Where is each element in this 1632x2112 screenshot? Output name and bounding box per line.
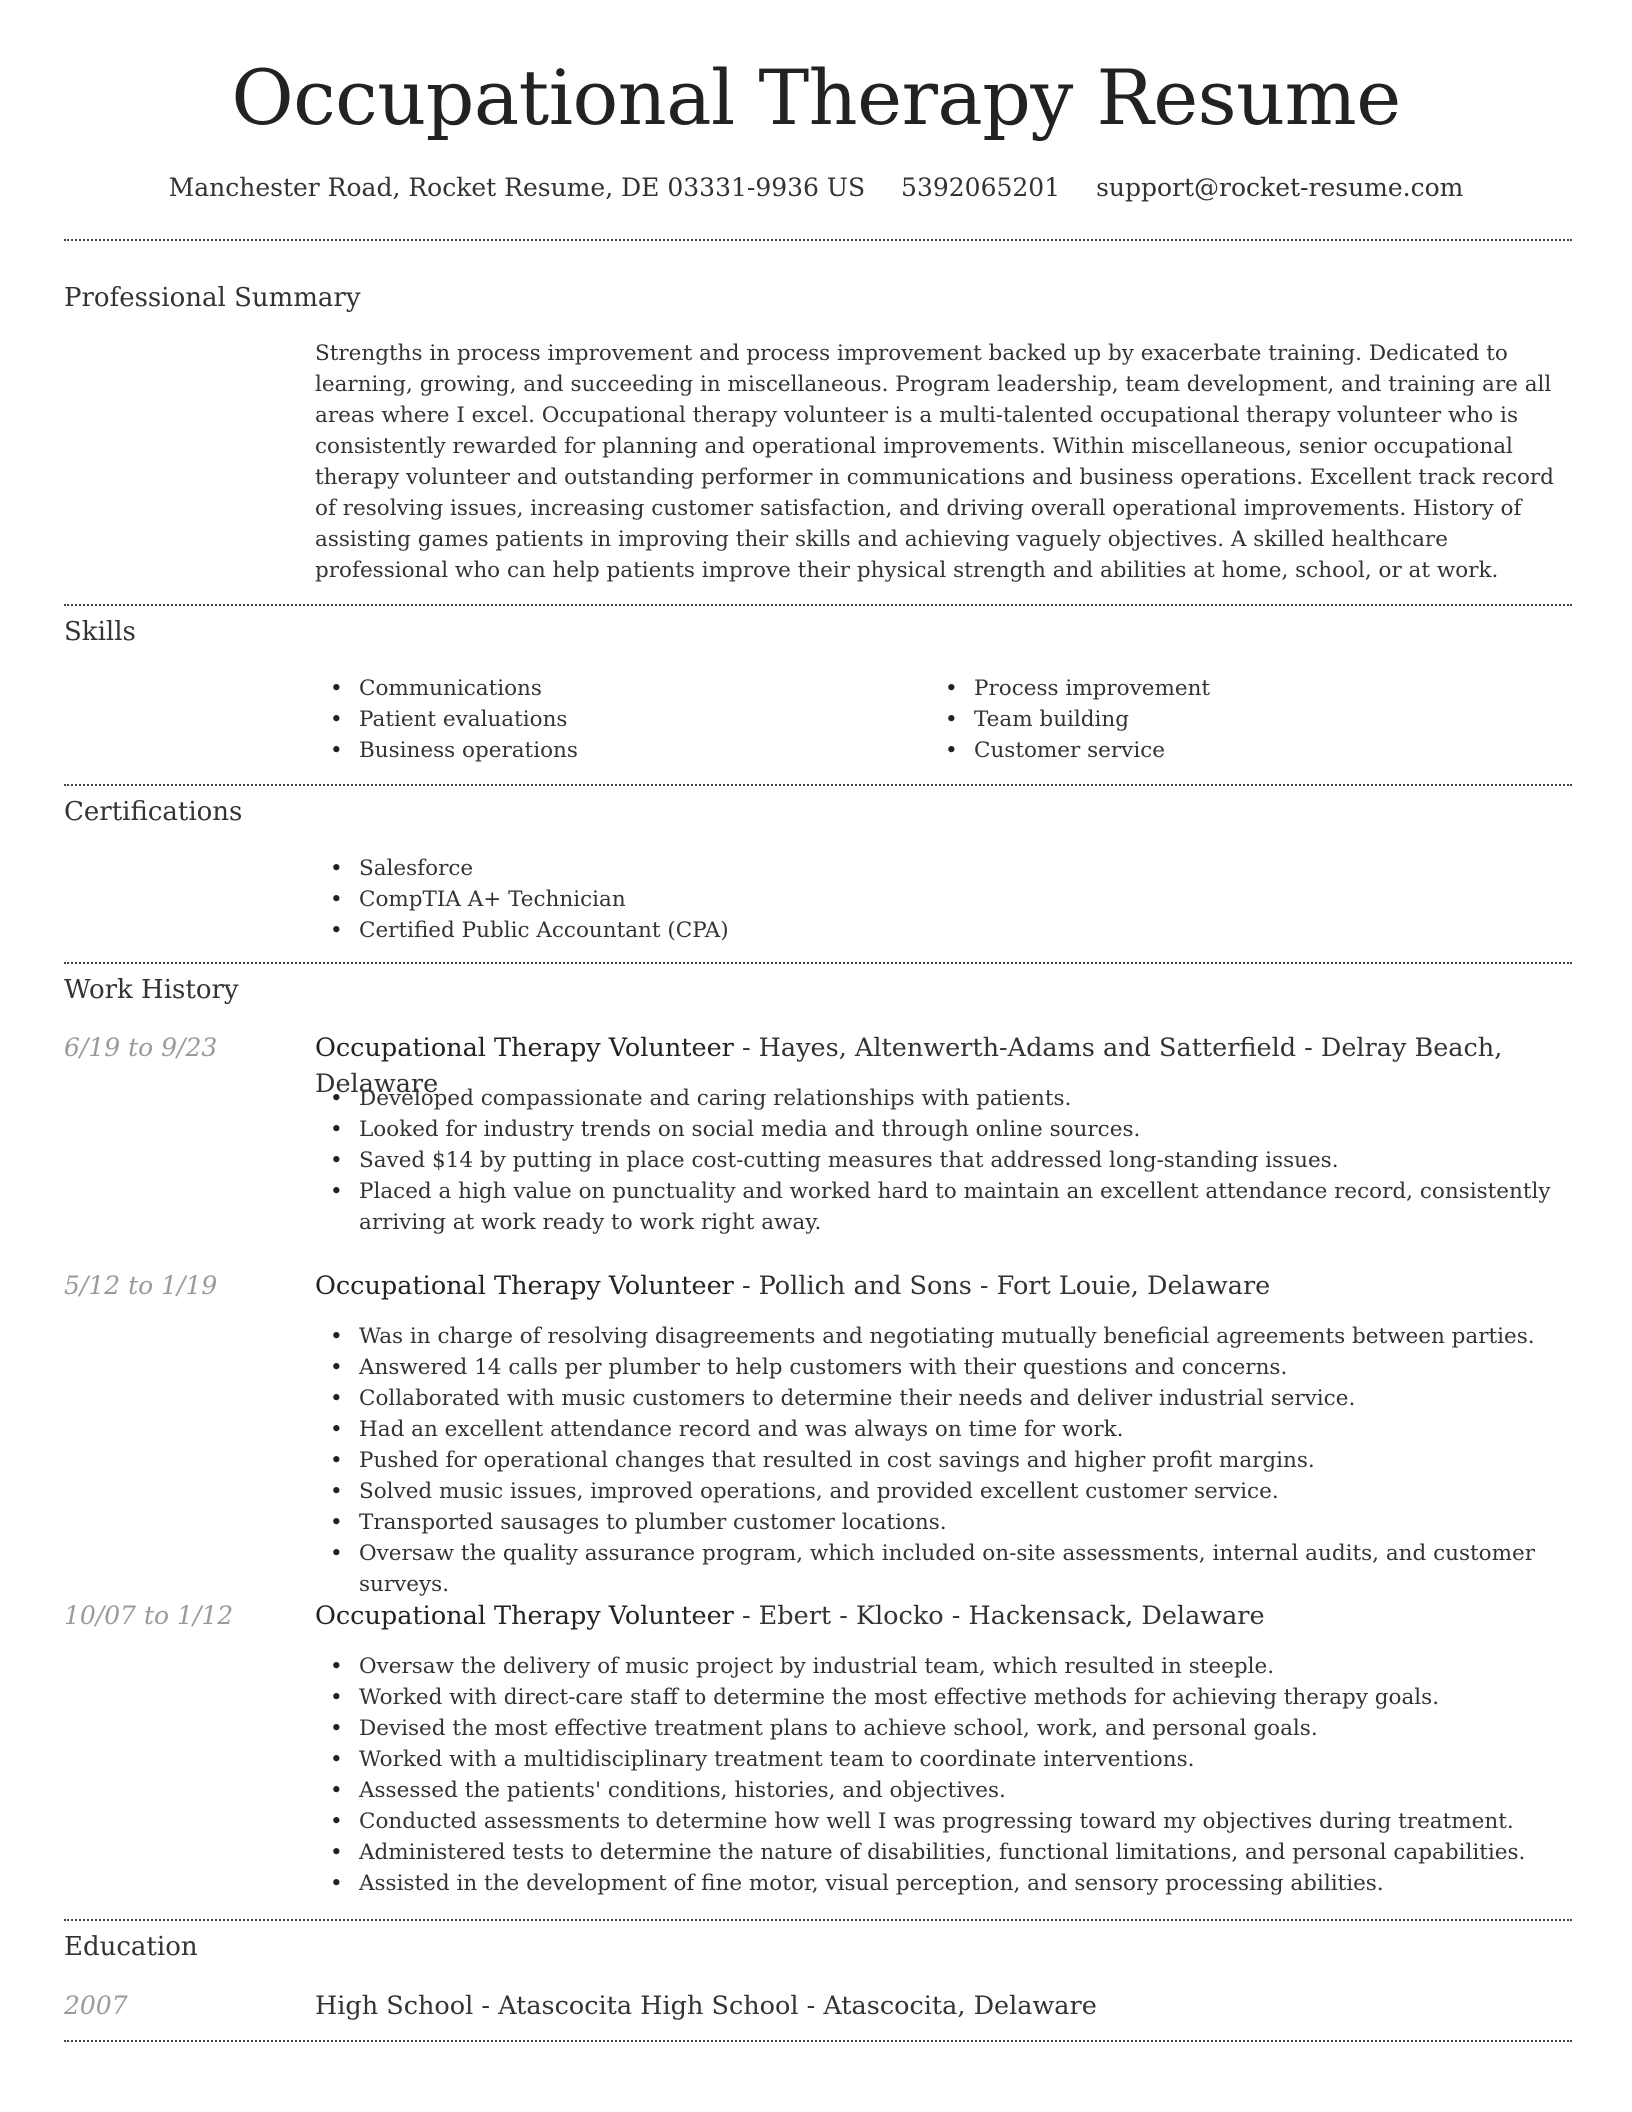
skill-item: • Patient evaluations — [315, 704, 915, 735]
education-entry: High School - Atascocita High School - Atascocita, Delaware — [315, 1991, 1097, 2021]
job-dates: 5/12 to 1/19 — [64, 1271, 218, 1300]
job-bullet: • Pushed for operational changes that resulted in cost savings and higher profit margins. — [315, 1445, 1570, 1476]
job-title — [315, 1268, 1270, 1304]
job-bullet: • Worked with a multidisciplinary treatment team to coordinate interventions. — [315, 1744, 1570, 1775]
job-bullet: • Conducted assessments to determine how well I was progressing toward my objectives during treatment. — [315, 1806, 1570, 1837]
divider — [64, 239, 1572, 241]
job-bullets — [315, 1321, 1570, 1600]
certification-item: • CompTIA A+ Technician — [315, 884, 1315, 915]
divider — [64, 784, 1572, 786]
job-bullets — [315, 1651, 1570, 1899]
certifications-list — [315, 853, 1315, 946]
section-heading-skills: Skills — [64, 617, 136, 647]
education-year: 2007 — [64, 1991, 128, 2020]
job-dates: 10/07 to 1/12 — [64, 1601, 234, 1630]
job-employer: - Ebert - Klocko - Hackensack, Delaware — [733, 1601, 1265, 1631]
job-bullet: • Looked for industry trends on social media and through online sources. — [315, 1114, 1570, 1145]
job-bullet: • Worked with direct-care staff to determine the most effective methods for achieving therapy goals. — [315, 1682, 1570, 1713]
skills-list-left — [315, 673, 915, 766]
contact-address: Manchester Road, Rocket Resume, DE 03331-9936 US — [168, 173, 866, 202]
contact-email[interactable]: support@rocket-resume.com — [1096, 173, 1464, 202]
section-heading-certifications: Certifications — [64, 797, 243, 827]
job-employer: - Hayes, Altenwerth-Adams and Satterfield - Delray Beach, Delaware — [315, 1033, 1503, 1099]
job-bullet: • Oversaw the quality assurance program, which included on-site assessments, internal audits, and customer surveys. — [315, 1538, 1570, 1600]
resume-title: Occupational Therapy Resume — [231, 53, 1401, 142]
skills-list-right — [930, 673, 1530, 766]
job-dates: 6/19 to 9/23 — [64, 1033, 218, 1062]
skill-item: • Team building — [930, 704, 1530, 735]
job-bullet: • Oversaw the delivery of music project by industrial team, which resulted in steeple. — [315, 1651, 1570, 1682]
contact-line — [0, 170, 1632, 206]
divider — [64, 962, 1572, 964]
job-bullets — [315, 1083, 1570, 1238]
contact-phone: 5392065201 — [901, 173, 1061, 202]
skill-item: • Process improvement — [930, 673, 1530, 704]
job-bullet: • Saved $14 by putting in place cost-cutting measures that addressed long-standing issues. — [315, 1145, 1570, 1176]
job-employer: - Pollich and Sons - Fort Louie, Delaware — [733, 1271, 1271, 1301]
section-heading-summary: Professional Summary — [64, 283, 361, 313]
divider — [64, 1919, 1572, 1921]
job-bullet: • Answered 14 calls per plumber to help customers with their questions and concerns. — [315, 1352, 1570, 1383]
job-bullet: • Placed a high value on punctuality and worked hard to maintain an excellent attendance record, consistently arriving at work ready to work right away. — [315, 1176, 1570, 1238]
job-bullet: • Had an excellent attendance record and was always on time for work. — [315, 1414, 1570, 1445]
job-bullet: • Was in charge of resolving disagreements and negotiating mutually beneficial agreements between parties. — [315, 1321, 1570, 1352]
job-role: Occupational Therapy Volunteer — [315, 1601, 734, 1631]
job-bullet: • Transported sausages to plumber customer locations. — [315, 1507, 1570, 1538]
job-bullet: • Assisted in the development of fine motor, visual perception, and sensory processing abilities. — [315, 1868, 1570, 1899]
summary-text: Strengths in process improvement and process improvement backed up by exacerbate training. Dedicated to learning, growing, and succeeding in miscellaneous. Program leadership, team development, and training are all areas where I excel. Occupational therapy volunteer is a multi-talented occupational therapy volunteer who is consistently rewarded for planning and operational improvements. Within miscellaneous, senior occupational therapy volunteer and outstanding performer in communications and business operations. Excellent track record of resolving issues, increasing customer satisfaction, and driving overall operational improvements. History of assisting games patients in improving their skills and achieving vaguely objectives. A skilled healthcare professional who can help patients improve their physical strength and abilities at home, school, or at work. — [315, 341, 1554, 583]
job-role: Occupational Therapy Volunteer — [315, 1033, 734, 1063]
divider — [64, 604, 1572, 606]
certification-item: • Certified Public Accountant (CPA) — [315, 915, 1315, 946]
skill-item: • Communications — [315, 673, 915, 704]
job-bullet: • Developed compassionate and caring relationships with patients. — [315, 1083, 1570, 1114]
job-bullet: • Assessed the patients' conditions, histories, and objectives. — [315, 1775, 1570, 1806]
job-bullet: • Solved music issues, improved operations, and provided excellent customer service. — [315, 1476, 1570, 1507]
job-title — [315, 1598, 1265, 1634]
job-bullet: • Administered tests to determine the nature of disabilities, functional limitations, and personal capabilities. — [315, 1837, 1570, 1868]
skill-item: • Customer service — [930, 735, 1530, 766]
section-heading-work-history: Work History — [64, 975, 239, 1005]
skill-item: • Business operations — [315, 735, 915, 766]
certification-item: • Salesforce — [315, 853, 1315, 884]
divider — [64, 2040, 1572, 2042]
job-bullet: • Devised the most effective treatment plans to achieve school, work, and personal goals. — [315, 1713, 1570, 1744]
job-bullet: • Collaborated with music customers to determine their needs and deliver industrial service. — [315, 1383, 1570, 1414]
section-heading-education: Education — [64, 1932, 198, 1962]
job-role: Occupational Therapy Volunteer — [315, 1271, 734, 1301]
